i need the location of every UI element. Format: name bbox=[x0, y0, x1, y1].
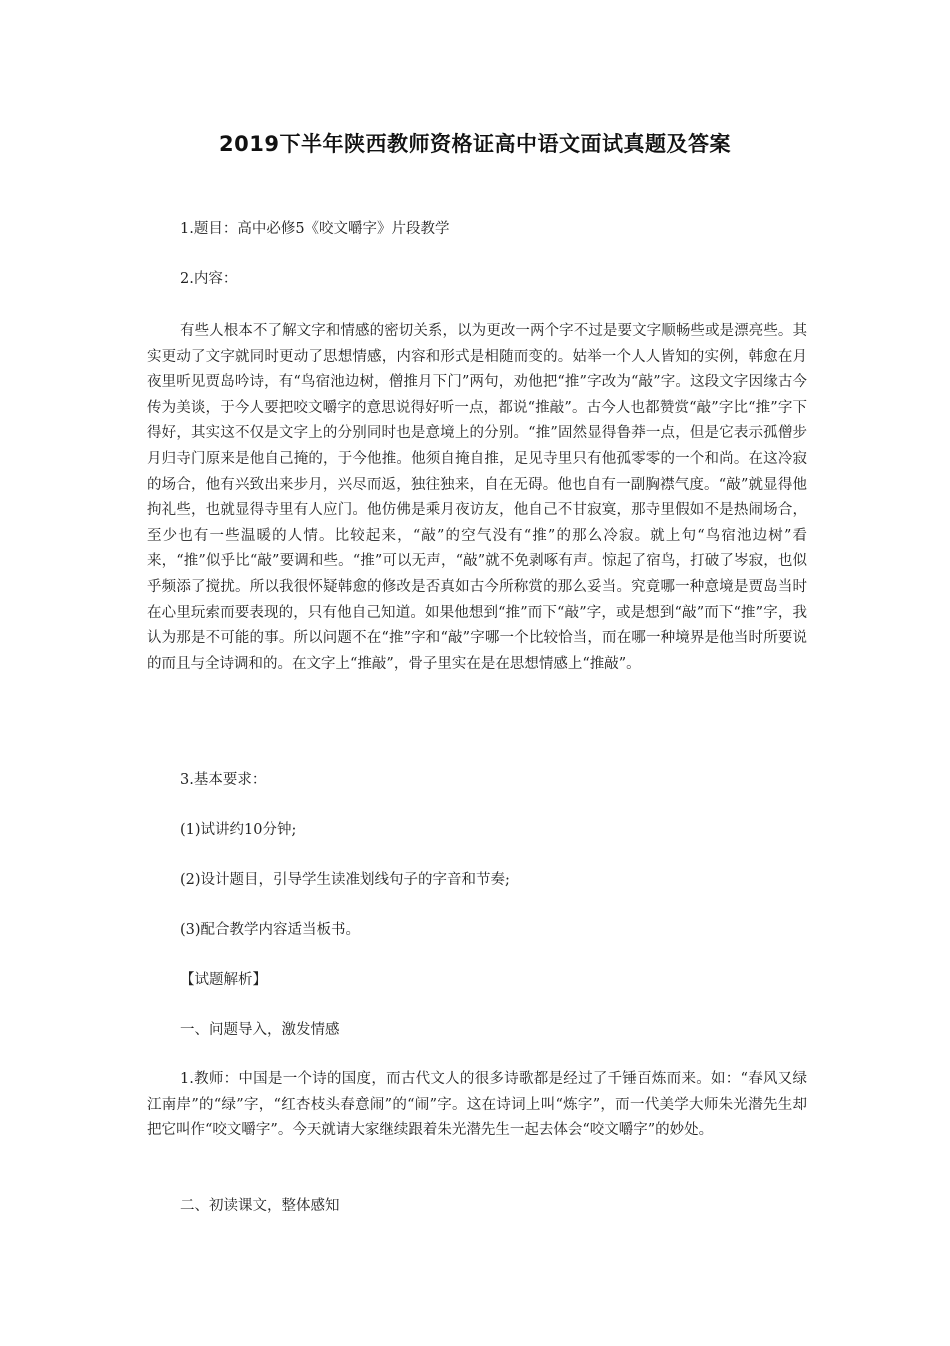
section-1-heading: 一、问题导入，激发情感 bbox=[180, 1022, 340, 1038]
requirement-1: (1)试讲约10分钟; bbox=[180, 822, 297, 838]
question-3-requirements-label: 3.基本要求： bbox=[180, 772, 267, 788]
analysis-heading: 【试题解析】 bbox=[180, 972, 267, 988]
section-2-heading: 二、初读课文，整体感知 bbox=[180, 1198, 340, 1214]
requirement-2: (2)设计题目，引导学生读准划线句子的字音和节奏; bbox=[180, 872, 510, 888]
question-1-topic: 1.题目：高中必修5《咬文嚼字》片段教学 bbox=[180, 221, 450, 237]
document-title: 2019下半年陕西教师资格证高中语文面试真题及答案 bbox=[219, 132, 731, 156]
teacher-intro-paragraph: 1.教师：中国是一个诗的国度，而古代文人的很多诗歌都是经过了千锤百炼而来。如：“春风又绿江南岸”的“绿”字，“红杏枝头春意闹”的“闹”字。这在诗词上叫“炼字”，而一代美学大师朱光潜先生却把它叫作“咬文嚼字”。今天就请大家继续跟着朱光潜先生一起去体会“咬文嚼字”的妙处。 bbox=[147, 1071, 807, 1139]
passage-text: 有些人根本不了解文字和情感的密切关系，以为更改一两个字不过是要文字顺畅些或是漂亮些。其实更动了文字就同时更动了思想情感，内容和形式是相随而变的。姑举一个人人皆知的实例，韩愈在月夜里听见贾岛吟诗，有“鸟宿池边树，僧推月下门”两句，劝他把“推”字改为“敲”字。这段文字因缘古今传为美谈，于今人要把咬文嚼字的意思说得好听一点，都说“推敲”。古今人也都赞赏“敲”字比“推”字下得好，其实这不仅是文字上的分别同时也是意境上的分别。“推”固然显得鲁莽一点，但是它表示孤僧步月归寺门原来是他自己掩的，于今他推。他须自掩自推，足见寺里只有他孤零零的一个和尚。在这冷寂的场合，他有兴致出来步月，兴尽而返，独往独来，自在无碍。他也自有一副胸襟气度。“敲”就显得他拘礼些，也就显得寺里有人应门。他仿佛是乘月夜访友，他自己不甘寂寞，那寺里假如不是热闹场合，至少也有一些温暖的人情。比较起来，“敲”的空气没有“推”的那么冷寂。就上句“鸟宿池边树”看来，“推”似乎比“敲”要调和些。“推”可以无声，“敲”就不免剥啄有声。惊起了宿鸟，打破了岑寂，也似乎频添了搅扰。所以我很怀疑韩愈的修改是否真如古今所称赏的那么妥当。究竟哪一种意境是贾岛当时在心里玩索而要表现的，只有他自己知道。如果他想到“推”而下“敲”字，或是想到“敲”而下“推”字，我认为那是不可能的事。所以问题不在“推”字和“敲”字哪一个比较恰当，而在哪一种境界是他当时所要说的而且与全诗调和的。在文字上“推敲”，骨子里实在是在思想情感上“推敲”。 bbox=[147, 323, 807, 672]
requirement-3: (3)配合教学内容适当板书。 bbox=[180, 922, 361, 938]
question-2-content-label: 2.内容： bbox=[180, 271, 238, 287]
